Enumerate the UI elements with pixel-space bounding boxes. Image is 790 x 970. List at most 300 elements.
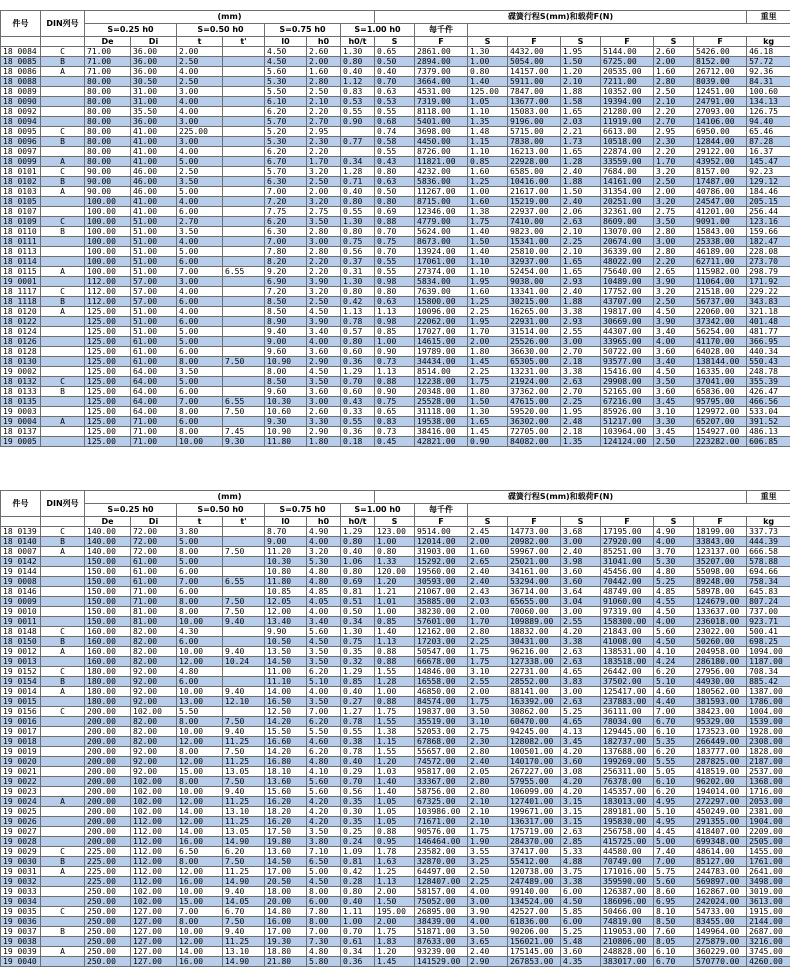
cell-s050-f: 36302.00	[508, 417, 561, 427]
cell-s100-f: 360229.00	[694, 947, 747, 957]
cell-de: 150.00	[85, 607, 131, 617]
cell-s025-s: 1.21	[375, 587, 415, 597]
cell-t: 8.00	[177, 407, 223, 417]
table-row	[1, 807, 790, 817]
cell-t-prime: 6.70	[223, 907, 265, 917]
cell-ho: 2.50	[307, 87, 341, 97]
cell-s050-f: 22931.00	[508, 317, 561, 327]
cell-s050-f: 57955.00	[508, 777, 561, 787]
cell-s050-f: 21617.00	[508, 187, 561, 197]
cell-t: 6.00	[177, 587, 223, 597]
table-row	[1, 397, 790, 407]
cell-ho-t: 1.30	[341, 277, 375, 287]
cell-s075-f: 171016.00	[601, 867, 654, 877]
header-S: S	[375, 37, 415, 47]
cell-s100-f: 18199.00	[694, 527, 747, 537]
cell-s075-s: 5.25	[561, 707, 601, 717]
cell-weight: 533.04	[747, 407, 790, 417]
cell-part-no: 18 0107	[1, 207, 41, 217]
table-row	[1, 197, 790, 207]
cell-lo: 14.00	[265, 687, 307, 697]
cell-s050-s: 1.75	[468, 657, 508, 667]
cell-t-prime: 10.24	[223, 657, 265, 667]
cell-s075-f: 36339.00	[601, 247, 654, 257]
cell-part-no: 19 0020	[1, 757, 41, 767]
table-row	[1, 607, 790, 617]
cell-t: 6.00	[177, 207, 223, 217]
table-row	[1, 727, 790, 737]
cell-ho-t: 0.50	[341, 607, 375, 617]
cell-s025-f: 11267.00	[415, 187, 468, 197]
cell-weight: 666.58	[747, 547, 790, 557]
cell-s050-f: 32937.00	[508, 257, 561, 267]
cell-s050-s: 1.45	[468, 427, 508, 437]
cell-de: 140.00	[85, 547, 131, 557]
cell-ho-t: 0.34	[341, 947, 375, 957]
cell-t-prime	[223, 137, 265, 147]
cell-s025-f: 30593.00	[415, 577, 468, 587]
cell-t: 4.00	[177, 67, 223, 77]
cell-s075-s: 6.00	[561, 917, 601, 927]
cell-di: 61.00	[131, 567, 177, 577]
cell-s100-f: 40786.00	[694, 187, 747, 197]
cell-di: 71.00	[131, 587, 177, 597]
cell-di: 82.00	[131, 717, 177, 727]
cell-s025-f: 20348.00	[415, 387, 468, 397]
cell-part-no: 18 0097	[1, 147, 41, 157]
cell-lo: 14.50	[265, 857, 307, 867]
cell-s100-s: 2.10	[654, 97, 694, 107]
cell-weight: 256.44	[747, 207, 790, 217]
cell-di: 71.00	[131, 417, 177, 427]
cell-s025-f: 35519.00	[415, 717, 468, 727]
cell-weight: 159.66	[747, 227, 790, 237]
cell-din-no	[41, 347, 85, 357]
cell-t-prime	[223, 347, 265, 357]
cell-de: 200.00	[85, 777, 131, 787]
cell-di: 51.00	[131, 257, 177, 267]
cell-de: 125.00	[85, 327, 131, 337]
cell-ho-t: 1.13	[341, 307, 375, 317]
cell-s075-f: 15416.00	[601, 367, 654, 377]
table-row	[1, 577, 790, 587]
cell-din-no	[41, 747, 85, 757]
cell-s025-s: 0.85	[375, 327, 415, 337]
table-row	[1, 357, 790, 367]
cell-s075-f: 5144.00	[601, 47, 654, 57]
cell-s025-s: 1.00	[375, 537, 415, 547]
cell-t: 7.00	[177, 577, 223, 587]
cell-de: 90.00	[85, 177, 131, 187]
cell-din-no: A	[41, 867, 85, 877]
cell-s075-s: 1.20	[561, 67, 601, 77]
cell-t: 10.00	[177, 927, 223, 937]
cell-t: 12.00	[177, 937, 223, 947]
cell-part-no: 19 0039	[1, 947, 41, 957]
cell-s100-s: 5.60	[654, 877, 694, 887]
cell-din-no: A	[41, 157, 85, 167]
cell-s100-s: 3.45	[654, 397, 694, 407]
cell-s050-s: 1.80	[468, 387, 508, 397]
cell-t: 10.00	[177, 687, 223, 697]
cell-weight: 923.71	[747, 617, 790, 627]
cell-di: 112.00	[131, 827, 177, 837]
cell-s050-s: 2.10	[468, 807, 508, 817]
cell-de: 250.00	[85, 957, 131, 967]
cell-s025-f: 25528.00	[415, 397, 468, 407]
cell-s100-s: 2.00	[654, 57, 694, 67]
cell-weight: 606.85	[747, 437, 790, 447]
cell-din-no: B	[41, 387, 85, 397]
cell-s025-s: 0.55	[375, 107, 415, 117]
cell-s025-f: 19538.00	[415, 417, 468, 427]
cell-s050-s: 1.10	[468, 257, 508, 267]
cell-t-prime	[223, 87, 265, 97]
table-row	[1, 587, 790, 597]
cell-de: 200.00	[85, 787, 131, 797]
cell-s075-s: 1.65	[561, 107, 601, 117]
cell-s050-s: 1.00	[468, 57, 508, 67]
cell-din-no	[41, 877, 85, 887]
cell-s025-s: 1.78	[375, 847, 415, 857]
cell-lo: 17.00	[265, 867, 307, 877]
cell-s100-s: 4.50	[654, 307, 694, 317]
cell-din-no	[41, 357, 85, 367]
cell-s075-s: 3.38	[561, 367, 601, 377]
table-row	[1, 817, 790, 827]
table-row	[1, 437, 790, 447]
cell-s050-s: 3.50	[468, 707, 508, 717]
cell-ho: 4.50	[307, 307, 341, 317]
cell-s025-s: 1.13	[375, 367, 415, 377]
cell-ho-t: 1.29	[341, 367, 375, 377]
cell-ho: 7.00	[307, 707, 341, 717]
cell-di: 127.00	[131, 907, 177, 917]
cell-ho-t: 1.09	[341, 847, 375, 857]
cell-di: 57.00	[131, 297, 177, 307]
cell-s100-s: 5.10	[654, 677, 694, 687]
cell-ho-t: 0.78	[341, 717, 375, 727]
cell-din-no: C	[41, 527, 85, 537]
cell-s075-s: 3.00	[561, 687, 601, 697]
cell-s100-f: 5426.00	[694, 47, 747, 57]
cell-t: 6.00	[177, 677, 223, 687]
cell-t-prime	[223, 47, 265, 57]
cell-ho-t: 0.55	[341, 727, 375, 737]
cell-t: 5.50	[177, 707, 223, 717]
cell-s075-f: 195830.00	[601, 817, 654, 827]
header-ho: h0	[307, 517, 341, 527]
cell-s025-f: 7639.00	[415, 287, 468, 297]
cell-ho: 4.20	[307, 807, 341, 817]
cell-s075-f: 129445.00	[601, 727, 654, 737]
cell-weight: 184.46	[747, 187, 790, 197]
cell-s100-s: 2.50	[654, 177, 694, 187]
cell-din-no: A	[41, 947, 85, 957]
cell-t-prime: 7.50	[223, 777, 265, 787]
table-row	[1, 677, 790, 687]
cell-s025-f: 11821.00	[415, 157, 468, 167]
cell-ho-t: 0.60	[341, 347, 375, 357]
cell-di: 82.00	[131, 627, 177, 637]
cell-din-no: C	[41, 287, 85, 297]
cell-s050-s: 1.60	[468, 547, 508, 557]
table-row	[1, 787, 790, 797]
cell-s025-f: 2861.00	[415, 47, 468, 57]
cell-s050-s: 2.75	[468, 727, 508, 737]
cell-de: 100.00	[85, 227, 131, 237]
cell-s075-s: 4.88	[561, 857, 601, 867]
cell-t-prime: 7.45	[223, 427, 265, 437]
cell-ho: 4.50	[307, 637, 341, 647]
cell-s050-f: 99140.00	[508, 887, 561, 897]
cell-di: 41.00	[131, 127, 177, 137]
cell-ho: 4.60	[307, 737, 341, 747]
cell-ho-t: 0.80	[341, 537, 375, 547]
cell-ho-t: 0.37	[341, 257, 375, 267]
cell-ho: 2.20	[307, 107, 341, 117]
cell-din-no	[41, 957, 85, 967]
cell-s050-s: 2.90	[468, 957, 508, 967]
cell-s050-f: 14773.00	[508, 527, 561, 537]
cell-s100-f: 242024.00	[694, 897, 747, 907]
cell-s100-f: 29122.00	[694, 147, 747, 157]
cell-s025-s: 0.98	[375, 277, 415, 287]
cell-ho: 5.00	[307, 867, 341, 877]
cell-s075-s: 6.00	[561, 887, 601, 897]
cell-di: 64.00	[131, 407, 177, 417]
cell-s075-f: 21843.00	[601, 627, 654, 637]
cell-s075-s: 3.68	[561, 527, 601, 537]
cell-ho-t: 0.81	[341, 587, 375, 597]
cell-part-no: 18 0137	[1, 427, 41, 437]
cell-ho: 7.80	[307, 907, 341, 917]
cell-s025-f: 90576.00	[415, 827, 468, 837]
table-row	[1, 107, 790, 117]
cell-s050-s: 0.85	[468, 157, 508, 167]
cell-t-prime: 13.05	[223, 767, 265, 777]
cell-ho: 2.90	[307, 357, 341, 367]
cell-t-prime	[223, 117, 265, 127]
cell-din-no: C	[41, 217, 85, 227]
cell-s025-s: 1.00	[375, 687, 415, 697]
cell-weight: 94.40	[747, 117, 790, 127]
cell-t: 8.00	[177, 717, 223, 727]
cell-s050-s: 1.38	[468, 207, 508, 217]
cell-s100-s: 5.25	[654, 577, 694, 587]
cell-ho-t: 1.11	[341, 907, 375, 917]
cell-de: 100.00	[85, 267, 131, 277]
cell-din-no: A	[41, 687, 85, 697]
table-row	[1, 887, 790, 897]
cell-s100-s: 6.95	[654, 897, 694, 907]
cell-t: 16.00	[177, 837, 223, 847]
cell-s050-f: 106099.00	[508, 787, 561, 797]
cell-din-no: B	[41, 677, 85, 687]
cell-part-no: 18 0128	[1, 347, 41, 357]
cell-din-no: C	[41, 377, 85, 387]
header-s050: S=0.50 h0	[177, 24, 265, 37]
cell-part-no: 19 0144	[1, 567, 41, 577]
cell-s100-s: 2.20	[654, 257, 694, 267]
cell-s100-f: 418407.00	[694, 827, 747, 837]
cell-ho-t: 0.78	[341, 317, 375, 327]
cell-s100-f: 115982.00	[694, 267, 747, 277]
cell-t: 5.00	[177, 327, 223, 337]
cell-lo: 13.60	[265, 777, 307, 787]
cell-de: 100.00	[85, 247, 131, 257]
cell-s075-f: 74819.00	[601, 917, 654, 927]
cell-t-prime: 13.10	[223, 807, 265, 817]
cell-de: 200.00	[85, 747, 131, 757]
cell-din-no	[41, 557, 85, 567]
table-row	[1, 87, 790, 97]
cell-s100-s: 4.00	[654, 337, 694, 347]
cell-lo: 16.20	[265, 817, 307, 827]
cell-s025-f: 46850.00	[415, 687, 468, 697]
cell-s075-f: 145357.00	[601, 787, 654, 797]
cell-s075-f: 158300.00	[601, 617, 654, 627]
cell-s075-s: 4.35	[561, 957, 601, 967]
cell-weight: 2537.00	[747, 767, 790, 777]
cell-t: 3.50	[177, 367, 223, 377]
cell-s075-s: 2.18	[561, 357, 601, 367]
cell-s025-f: 21067.00	[415, 587, 468, 597]
cell-s075-f: 19817.00	[601, 307, 654, 317]
cell-weight: 1828.00	[747, 747, 790, 757]
cell-s100-s: 5.75	[654, 867, 694, 877]
cell-s075-s: 2.06	[561, 207, 601, 217]
cell-s025-s: 1.83	[375, 937, 415, 947]
cell-s025-f: 17027.00	[415, 327, 468, 337]
cell-di: 64.00	[131, 367, 177, 377]
cell-ho-t: 0.34	[341, 617, 375, 627]
cell-part-no: 19 0033	[1, 887, 41, 897]
cell-part-no: 19 0008	[1, 577, 41, 587]
cell-ho-t: 0.42	[341, 297, 375, 307]
cell-s025-f: 27374.00	[415, 267, 468, 277]
cell-t-prime: 6.55	[223, 577, 265, 587]
cell-din-no	[41, 427, 85, 437]
cell-s100-f: 180562.00	[694, 687, 747, 697]
cell-s025-s: 1.55	[375, 717, 415, 727]
cell-weight: 708.34	[747, 667, 790, 677]
cell-s025-s: 1.15	[375, 737, 415, 747]
header-De: De	[85, 517, 131, 527]
cell-part-no: 19 0009	[1, 597, 41, 607]
cell-t-prime	[223, 297, 265, 307]
cell-s025-f: 17061.00	[415, 257, 468, 267]
cell-s075-f: 50722.00	[601, 347, 654, 357]
cell-s050-f: 25810.00	[508, 247, 561, 257]
table-row	[1, 257, 790, 267]
cell-s025-s: 0.70	[375, 247, 415, 257]
cell-s050-s: 1.00	[468, 187, 508, 197]
cell-t: 4.00	[177, 107, 223, 117]
cell-de: 200.00	[85, 827, 131, 837]
cell-s075-f: 20674.00	[601, 237, 654, 247]
cell-ho-t: 0.90	[341, 117, 375, 127]
cell-s100-s: 2.80	[654, 247, 694, 257]
cell-de: 140.00	[85, 527, 131, 537]
cell-s025-f: 93239.00	[415, 947, 468, 957]
cell-s100-f: 24791.00	[694, 97, 747, 107]
cell-s050-f: 18832.00	[508, 627, 561, 637]
cell-part-no: 19 0028	[1, 837, 41, 847]
table-row	[1, 647, 790, 657]
cell-lo: 16.20	[265, 797, 307, 807]
cell-t-prime	[223, 587, 265, 597]
cell-s050-f: 175719.00	[508, 827, 561, 837]
cell-s075-f: 138531.00	[601, 647, 654, 657]
cell-s075-s: 3.04	[561, 597, 601, 607]
cell-s075-s: 1.50	[561, 187, 601, 197]
cell-t-prime: 13.10	[223, 947, 265, 957]
cell-lo: 8.50	[265, 307, 307, 317]
cell-t-prime	[223, 567, 265, 577]
cell-s025-s: 1.00	[375, 337, 415, 347]
cell-t-prime	[223, 677, 265, 687]
cell-s075-s: 2.63	[561, 657, 601, 667]
cell-s050-s: 3.55	[468, 847, 508, 857]
cell-ho: 5.50	[307, 727, 341, 737]
cell-ho-t: 0.55	[341, 107, 375, 117]
cell-ho: 4.20	[307, 817, 341, 827]
cell-s025-s: 0.40	[375, 67, 415, 77]
cell-di: 71.00	[131, 437, 177, 447]
cell-s100-f: 21518.00	[694, 287, 747, 297]
cell-lo: 10.90	[265, 357, 307, 367]
cell-s100-f: 244783.00	[694, 867, 747, 877]
cell-s025-s: 1.01	[375, 597, 415, 607]
cell-t: 5.00	[177, 537, 223, 547]
cell-lo: 12.05	[265, 597, 307, 607]
cell-t-prime: 11.25	[223, 737, 265, 747]
cell-din-no	[41, 777, 85, 787]
cell-part-no: 18 0109	[1, 217, 41, 227]
cell-s075-f: 137688.00	[601, 747, 654, 757]
cell-s025-s: 0.63	[375, 177, 415, 187]
cell-s100-s: 2.80	[654, 77, 694, 87]
cell-s075-f: 383017.00	[601, 957, 654, 967]
cell-ho: 3.90	[307, 277, 341, 287]
cell-s100-f: 162867.00	[694, 887, 747, 897]
cell-s100-s: 2.60	[654, 47, 694, 57]
cell-t: 16.00	[177, 957, 223, 967]
cell-weight: 645.83	[747, 587, 790, 597]
cell-s025-f: 19560.00	[415, 567, 468, 577]
cell-s025-f: 2894.00	[415, 57, 468, 67]
table-row	[1, 637, 790, 647]
cell-s075-f: 67216.00	[601, 397, 654, 407]
cell-lo: 13.50	[265, 647, 307, 657]
cell-s075-f: 237883.00	[601, 697, 654, 707]
cell-part-no: 19 0002	[1, 367, 41, 377]
cell-t: 2.00	[177, 47, 223, 57]
cell-t: 10.00	[177, 727, 223, 737]
header-dimensions: (mm)	[85, 491, 375, 504]
cell-weight: 16.37	[747, 147, 790, 157]
header-F: F	[415, 517, 468, 527]
cell-di: 46.00	[131, 167, 177, 177]
cell-s075-f: 85926.00	[601, 407, 654, 417]
cell-ho-t: 0.69	[341, 577, 375, 587]
cell-ho-t: 0.25	[341, 827, 375, 837]
cell-ho: 2.70	[307, 117, 341, 127]
cell-t-prime: 7.50	[223, 917, 265, 927]
cell-s100-s: 3.60	[654, 387, 694, 397]
cell-s075-f: 29908.00	[601, 377, 654, 387]
